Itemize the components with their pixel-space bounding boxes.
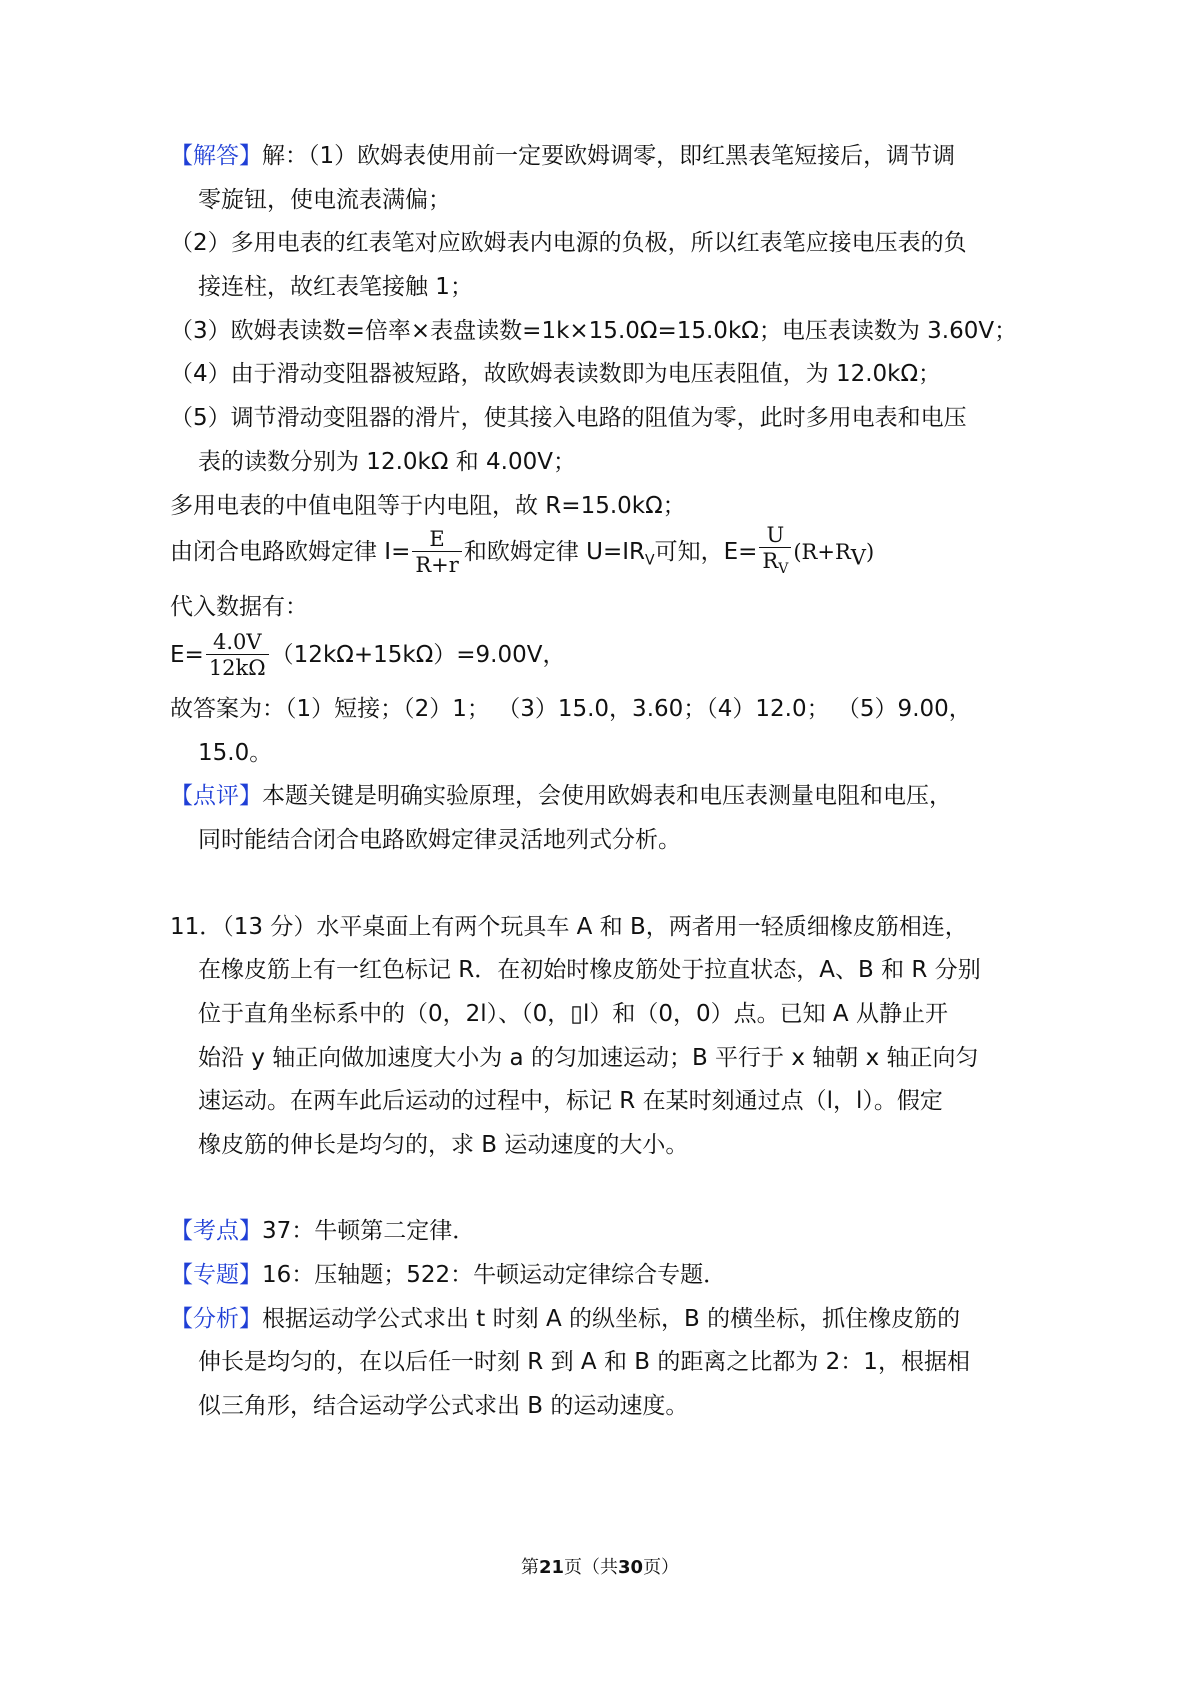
final-answer-line (0, 692, 1200, 726)
question-11-line-1 (0, 910, 1200, 944)
frac1-num: E (412, 527, 461, 552)
fenxi-text-cont2: 似三角形，结合运动学公式求出 B 的运动速度。 (198, 1393, 689, 1419)
answer-tag: 【解答】 (170, 143, 262, 169)
answer-p5-text: （5）调节滑动变阻器的滑片，使其接入电路的阻值为零，此时多用电表和电压 (170, 405, 967, 431)
frac2-den-sub: V (778, 561, 789, 578)
kaodian-line (0, 1214, 1200, 1248)
answer-p2-cont (0, 270, 1200, 304)
frac1-den: R+r (415, 553, 459, 577)
question-11-line-2 (0, 953, 1200, 987)
footer-mid: 页（共 (564, 1557, 618, 1578)
substitute-line (0, 590, 1200, 624)
calc-line (0, 625, 1200, 685)
footer-page-number: 21 (538, 1557, 564, 1578)
comment-text-cont: 同时能结合闭合电路欧姆定律灵活地列式分析。 (198, 827, 681, 853)
kaodian-text: 37：牛顿第二定律． (262, 1218, 476, 1244)
answer-p4-text: （4）由于滑动变阻器被短路，故欧姆表读数即为电压表阻值，为 12.0kΩ； (170, 361, 942, 387)
fraction-e-over-r (412, 527, 461, 578)
answer-p2-text: （2）多用电表的红表笔对应欧姆表内电源的负极，所以红表笔应接电压表的负 (170, 230, 967, 256)
question-11-line-6 (0, 1128, 1200, 1162)
frac2-den-r: R (762, 548, 779, 573)
answer-mid-text: 多用电表的中值电阻等于内电阻，故 R=15.0kΩ； (170, 493, 686, 519)
fenxi-line-2 (0, 1345, 1200, 1379)
answer-mid (0, 489, 1200, 523)
fenxi-line-3 (0, 1389, 1200, 1423)
final-answer-cont-text: 15.0。 (198, 740, 273, 766)
answer-intro: 解：（1）欧姆表使用前一定要欧姆调零，即红黑表笔短接后，调节调 (262, 143, 956, 169)
ohm-law-line (0, 522, 1200, 591)
answer-p3-text: （3）欧姆表读数=倍率×表盘读数=1k×15.0Ω=15.0kΩ；电压表读数为 3.60V； (170, 318, 1018, 344)
law-paren-close: ) (865, 540, 875, 564)
calc-rest: （12kΩ+15kΩ）=9.00V， (270, 642, 566, 668)
law-prefix: 由闭合电路欧姆定律 I= (170, 539, 411, 565)
zhuanti-text: 16：压轴题；522：牛顿运动定律综合专题． (262, 1262, 727, 1288)
answer-line-1 (0, 139, 1200, 173)
answer-p2 (0, 226, 1200, 260)
frac2-den (759, 548, 791, 582)
zhuanti-line (0, 1258, 1200, 1292)
final-answer-cont (0, 736, 1200, 770)
comment-line-1 (0, 779, 1200, 813)
q11-l3: 位于直角坐标系中的（0，2l）、（0，▯l）和（0，0）点。已知 A 从静止开 (198, 1001, 948, 1027)
fenxi-line-1 (0, 1302, 1200, 1336)
footer-total-pages: 30 (618, 1557, 644, 1578)
q11-l5: 速运动。在两车此后运动的过程中，标记 R 在某时刻通过点（l，l）。假定 (198, 1088, 943, 1114)
zhuanti-tag: 【专题】 (170, 1262, 262, 1288)
calc-num: 4.0V (206, 630, 269, 655)
answer-p5-cont (0, 445, 1200, 479)
law-middle: 和欧姆定律 U=IR (463, 539, 646, 565)
question-11-line-5 (0, 1084, 1200, 1118)
fraction-4v-over-12k (206, 630, 269, 681)
kaodian-tag: 【考点】 (170, 1218, 262, 1244)
fenxi-tag: 【分析】 (170, 1306, 262, 1332)
substitute-text: 代入数据有： (170, 594, 308, 620)
law-paren-sub: V (850, 545, 866, 570)
answer-p4 (0, 357, 1200, 391)
law-paren: (R+R (793, 540, 851, 564)
answer-p5 (0, 401, 1200, 435)
answer-p5-cont-text: 表的读数分别为 12.0kΩ 和 4.00V； (198, 449, 576, 475)
question-11-line-3 (0, 997, 1200, 1031)
comment-tag: 【点评】 (170, 783, 262, 809)
q11-l6: 橡皮筋的伸长是均匀的，求 B 运动速度的大小。 (198, 1132, 689, 1158)
comment-line-2 (0, 823, 1200, 857)
answer-intro-cont: 零旋钮，使电流表满偏； (198, 187, 451, 213)
fraction-u-over-rv (759, 523, 791, 582)
footer-post: 页） (643, 1557, 680, 1578)
fenxi-text: 根据运动学公式求出 t 时刻 A 的纵坐标，B 的横坐标，抓住橡皮筋的 (262, 1306, 961, 1332)
answer-line-2 (0, 183, 1200, 217)
frac2-num: U (759, 523, 791, 548)
law-sub-v: V (645, 552, 655, 569)
answer-p2-cont-text: 接连柱，故红表笔接触 1； (198, 274, 473, 300)
final-answer-text: 故答案为：（1）短接；（2）1； （3）15.0，3.60；（4）12.0； （5）9.00， (170, 696, 972, 722)
footer-pre: 第 (520, 1557, 539, 1578)
q11-l4: 始沿 y 轴正向做加速度大小为 a 的匀加速运动；B 平行于 x 轴朝 x 轴正向匀 (198, 1045, 979, 1071)
page-footer (0, 1553, 1200, 1579)
comment-text: 本题关键是明确实验原理，会使用欧姆表和电压表测量电阻和电压， (262, 783, 952, 809)
q11-l2: 在橡皮筋上有一红色标记 R．在初始时橡皮筋处于拉直状态，A、B 和 R 分别 (198, 957, 981, 983)
calc-prefix: E= (170, 642, 204, 668)
question-11-line-4 (0, 1041, 1200, 1075)
fenxi-text-cont: 伸长是均匀的，在以后任一时刻 R 到 A 和 B 的距离之比都为 2：1，根据相 (198, 1349, 970, 1375)
law-knowable: 可知，E= (654, 539, 758, 565)
q11-l1: 11．（13 分）水平桌面上有两个玩具车 A 和 B，两者用一轻质细橡皮筋相连， (170, 914, 968, 940)
calc-den: 12kΩ (208, 656, 266, 680)
answer-p3 (0, 314, 1200, 348)
